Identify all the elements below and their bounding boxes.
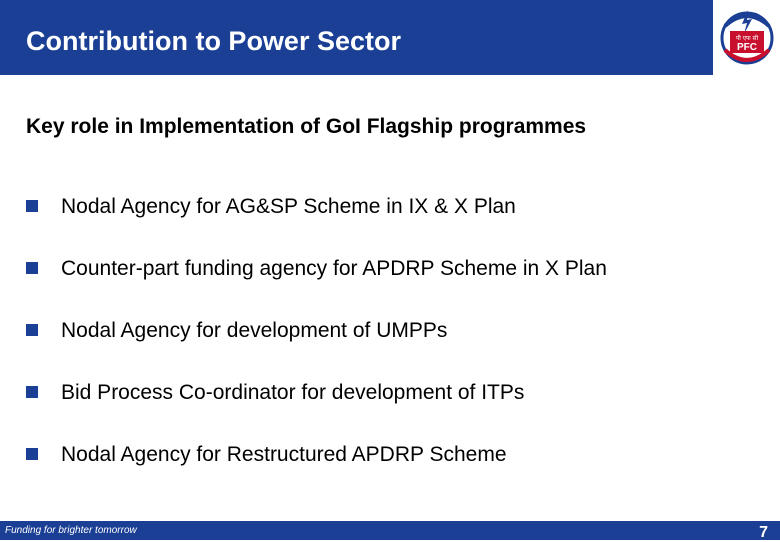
bullet-text: Nodal Agency for AG&SP Scheme in IX & X Plan [61,195,516,218]
slide-title: Contribution to Power Sector [26,26,401,56]
footer-tagline: Funding for brighter tomorrow [5,525,137,536]
square-bullet-icon [26,324,38,336]
logo-hindi-text: पी एफ सी [735,35,759,42]
bullet-text: Nodal Agency for development of UMPPs [61,319,448,342]
square-bullet-icon [26,200,38,212]
page-number: 7 [759,524,768,541]
header-bar [0,0,713,75]
logo-english-text: PFC [737,42,757,53]
bullet-text: Counter-part funding agency for APDRP Scheme in X Plan [61,257,607,280]
section-subheading: Key role in Implementation of GoI Flagship programmes [26,115,587,138]
square-bullet-icon [26,448,38,460]
footer-bar [0,521,780,540]
square-bullet-icon [26,386,38,398]
bullet-text: Nodal Agency for Restructured APDRP Scheme [61,443,507,466]
pfc-logo [713,0,780,75]
square-bullet-icon [26,262,38,274]
bullet-text: Bid Process Co-ordinator for development of ITPs [61,381,525,404]
pfc-logo-icon [717,4,777,71]
